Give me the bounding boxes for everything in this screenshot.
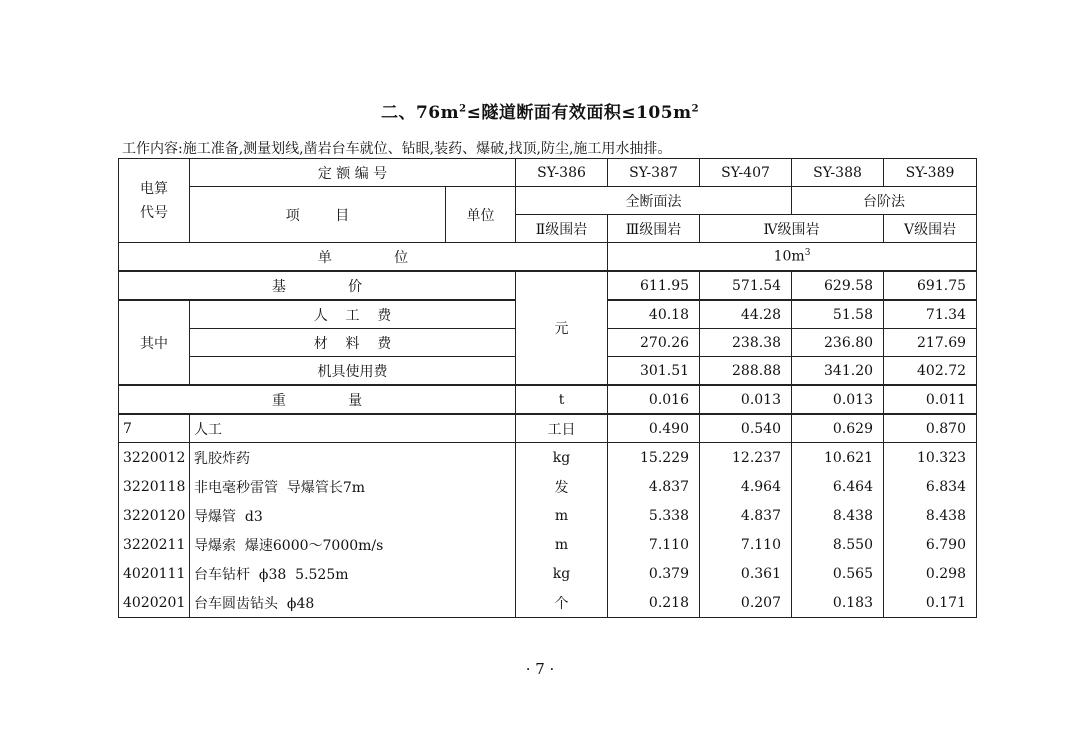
material-name: 导爆管 d3 <box>190 501 516 530</box>
material-value: 12.237 <box>700 443 792 473</box>
quota-no-5: SY-389 <box>884 159 977 187</box>
material-code: 4020201 <box>119 588 190 618</box>
material-value: 4.837 <box>608 472 700 501</box>
weight-value: 0.016 <box>608 385 700 414</box>
material-value: 6.790 <box>884 530 977 559</box>
quota-table <box>118 158 977 618</box>
material-value: 0.183 <box>792 588 884 618</box>
rock-iii-header: Ⅲ级围岩 <box>608 215 700 243</box>
weight-unit: t <box>516 385 608 414</box>
page-number: · 7 · <box>525 660 555 678</box>
material-value: 10.323 <box>884 443 977 473</box>
material-value: 8.438 <box>792 501 884 530</box>
material-value: 4.964 <box>700 472 792 501</box>
material-value: 0.361 <box>700 559 792 588</box>
base-price-value: 611.95 <box>608 271 700 300</box>
material-row <box>119 588 977 618</box>
material-name: 非电毫秒雷管 导爆管长7m <box>190 472 516 501</box>
material-name: 乳胶炸药 <box>190 443 516 473</box>
cost-label: 机具使用费 <box>190 357 516 386</box>
labor-code: 7 <box>119 414 190 443</box>
cost-label: 材 料 费 <box>190 329 516 357</box>
base-price-row <box>119 271 977 300</box>
header-row-1 <box>119 159 977 187</box>
material-value: 8.438 <box>884 501 977 530</box>
code-header: 电算 代号 <box>119 159 190 243</box>
material-value: 6.464 <box>792 472 884 501</box>
base-price-value: 691.75 <box>884 271 977 300</box>
cost-label: 人 工 费 <box>190 300 516 329</box>
material-name: 台车钻杆 ϕ38 5.525m <box>190 559 516 588</box>
material-value: 7.110 <box>700 530 792 559</box>
labor-value: 0.629 <box>792 414 884 443</box>
material-row <box>119 530 977 559</box>
material-value: 7.110 <box>608 530 700 559</box>
material-code: 4020111 <box>119 559 190 588</box>
material-value: 0.565 <box>792 559 884 588</box>
unit-row <box>119 243 977 272</box>
cost-value: 288.88 <box>700 357 792 386</box>
unit-header: 单位 <box>446 187 516 243</box>
material-value: 0.207 <box>700 588 792 618</box>
section-title: 二、$76m^2\le$隧道断面有效面积$\le 105m^2$ <box>380 103 700 123</box>
work-content: 工作内容:施工准备,测量划线,凿岩台车就位、钻眼,装药、爆破,找顶,防尘,施工用水抽排。 <box>122 141 672 157</box>
cost-value: 402.72 <box>884 357 977 386</box>
cost-value: 51.58 <box>792 300 884 329</box>
material-unit: kg <box>516 443 608 473</box>
cost-value: 301.51 <box>608 357 700 386</box>
material-code: 3220118 <box>119 472 190 501</box>
cost-value: 270.26 <box>608 329 700 357</box>
cost-value: 238.38 <box>700 329 792 357</box>
material-unit: kg <box>516 559 608 588</box>
material-value: 6.834 <box>884 472 977 501</box>
item-header: 项 目 <box>190 187 446 243</box>
base-price-value: 571.54 <box>700 271 792 300</box>
of-which-label: 其中 <box>119 300 190 385</box>
base-price-label: 基 价 <box>119 271 516 300</box>
material-value: 0.171 <box>884 588 977 618</box>
material-code: 3220211 <box>119 530 190 559</box>
material-value: 0.218 <box>608 588 700 618</box>
weight-row <box>119 385 977 414</box>
material-row <box>119 559 977 588</box>
material-name: 台车圆齿钻头 ϕ48 <box>190 588 516 618</box>
base-price-value: 629.58 <box>792 271 884 300</box>
material-value: 0.298 <box>884 559 977 588</box>
rock-ii-header: Ⅱ级围岩 <box>516 215 608 243</box>
material-value: 10.621 <box>792 443 884 473</box>
labor-value: 0.540 <box>700 414 792 443</box>
weight-value: 0.013 <box>700 385 792 414</box>
header-row-2 <box>119 187 977 215</box>
quota-no-2: SY-387 <box>608 159 700 187</box>
unit-row-label: 单 位 <box>119 243 608 272</box>
material-row <box>119 501 977 530</box>
cost-value: 44.28 <box>700 300 792 329</box>
quota-no-4: SY-388 <box>792 159 884 187</box>
material-row <box>119 472 977 501</box>
unit-row-value: $10m^3$ <box>608 243 977 272</box>
material-value: 15.229 <box>608 443 700 473</box>
weight-value: 0.013 <box>792 385 884 414</box>
material-value: 8.550 <box>792 530 884 559</box>
weight-label: 重 量 <box>119 385 516 414</box>
cost-value: 71.34 <box>884 300 977 329</box>
labor-value: 0.490 <box>608 414 700 443</box>
material-unit: m <box>516 501 608 530</box>
base-price-unit: 元 <box>516 271 608 385</box>
material-value: 0.379 <box>608 559 700 588</box>
cost-value: 341.20 <box>792 357 884 386</box>
labor-value: 0.870 <box>884 414 977 443</box>
rock-v-header: Ⅴ级围岩 <box>884 215 977 243</box>
method-bench-header: 台阶法 <box>792 187 977 215</box>
cost-value: 236.80 <box>792 329 884 357</box>
quota-no-header: 定 额 编 号 <box>190 159 516 187</box>
weight-value: 0.011 <box>884 385 977 414</box>
material-row <box>119 443 977 473</box>
labor-unit: 工日 <box>516 414 608 443</box>
material-code: 3220012 <box>119 443 190 473</box>
material-unit: m <box>516 530 608 559</box>
cost-value: 40.18 <box>608 300 700 329</box>
material-value: 5.338 <box>608 501 700 530</box>
method-full-header: 全断面法 <box>516 187 792 215</box>
quota-no-3: SY-407 <box>700 159 792 187</box>
material-unit: 发 <box>516 472 608 501</box>
labor-name: 人工 <box>190 414 516 443</box>
material-unit: 个 <box>516 588 608 618</box>
labor-row <box>119 414 977 443</box>
quota-no-1: SY-386 <box>516 159 608 187</box>
material-name: 导爆索 爆速6000～7000m/s <box>190 530 516 559</box>
cost-value: 217.69 <box>884 329 977 357</box>
material-code: 3220120 <box>119 501 190 530</box>
rock-iv-header: Ⅳ级围岩 <box>700 215 884 243</box>
material-value: 4.837 <box>700 501 792 530</box>
